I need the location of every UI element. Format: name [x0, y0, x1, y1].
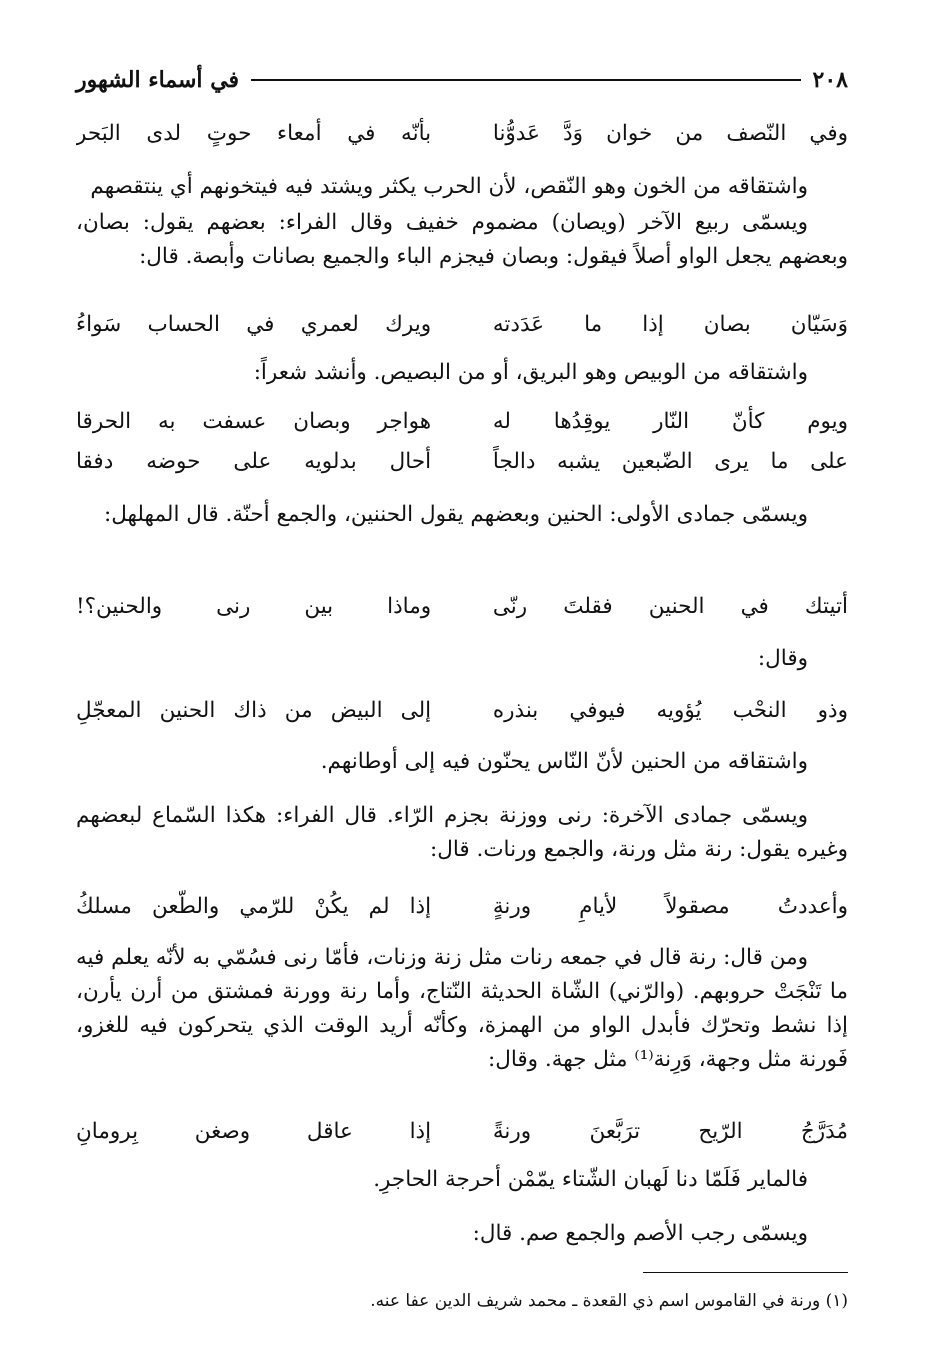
- verse-hemistich-right: وَسَيّان بصان إذا ما عَدَدته: [492, 312, 848, 337]
- page-number: ٢٠٨: [812, 67, 848, 93]
- verse-hemistich-right: على ما يرى الضّبعين يشبه دالجاً: [492, 449, 848, 474]
- paragraph: [76, 642, 848, 676]
- paragraph-text: واشتقاقه من الخون وهو النّقص، لأن الحرب يكثر ويشتد فيه فيتخونهم أي ينتقصهم: [90, 174, 808, 199]
- paragraph: [76, 799, 848, 867]
- verse-hemistich-right: وأعددتُ مصقولاً لأيامِ ورنةٍ: [492, 894, 848, 919]
- paragraph-text: ويسمّى جمادى الأولى: الحنين وبعضهم يقول الحننين، والجمع أحنّة. قال المهلهل:: [104, 502, 808, 527]
- paragraph: [76, 170, 848, 204]
- verse-hemistich-right: وذو النحْب يُؤويه فيوفي بنذره: [492, 698, 848, 723]
- verse-hemistich-left: إلى البيض من ذاك الحنين المعجّلِ: [76, 698, 432, 723]
- verse-line: [76, 694, 848, 728]
- verse-hemistich-left: إذا لم يكُنْ للرّمي والطّعن مسلكُ: [76, 894, 432, 919]
- verse-hemistich-left: أحال بدلويه على حوضه دفقا: [76, 449, 432, 474]
- verse-line: [76, 590, 848, 624]
- verse-hemistich-right: مُدَرَّجُ الرّيح ترَبَّعنَ ورنةً: [492, 1119, 848, 1144]
- verse-line: [76, 117, 848, 151]
- paragraph: [76, 941, 848, 1077]
- verse-line: [76, 445, 848, 479]
- paragraph: [76, 745, 848, 779]
- paragraph-text: وقال:: [757, 646, 808, 671]
- paragraph-text: فالماير فَلَمّا دنا لَهبان الشّتاء يمّمْن أحرجة الحاجرِ.: [373, 1167, 808, 1192]
- verse-hemistich-left: وماذا بين رنى والحنين؟!: [76, 594, 432, 619]
- verse-line: [76, 405, 848, 439]
- header-rule: [251, 79, 800, 81]
- paragraph-text: واشتقاقه من الوبيص وهو البريق، أو من البصيص. وأنشد شعراً:: [253, 360, 808, 385]
- verse-hemistich-left: إذا عاقل وصغن بِرومانِ: [76, 1119, 432, 1144]
- paragraph-text: ويسمّى رجب الأصم والجمع صم. قال:: [472, 1221, 808, 1246]
- paragraph-text: ومن قال: رنة قال في جمعه رنات مثل زنة وزنات، فأمّا رنى فسُمّي به لأنّه يعلم فيه ما تَنْجَتْ حروبهم. (والرّني) الشّاة الحديثة النّتاج، وأما رنة وورنة فمشتق من أرن يأرن، إذا نشط وتحرّك فأبدل الواو من الهمزة، وكأنّه أريد الوقت الذي يتحركون فيه للغزو، فَورنة مثل وجهة، وَرِنة⁽¹⁾ مثل جهة. وقال:: [76, 945, 848, 1072]
- running-header: [76, 62, 848, 98]
- paragraph-text: ويسمّى جمادى الآخرة: رنى ووزنة بجزم الرّاء. قال الفراء: هكذا السّماع لبعضهم وغيره يقول: رنة مثل ورنة، والجمع ورنات. قال:: [76, 803, 848, 862]
- verse-hemistich-left: ويرك لعمري في الحساب سَواءُ: [76, 312, 432, 337]
- paragraph: [76, 1217, 848, 1251]
- verse-hemistich-left: بأنّه في أمعاء حوتٍ لدى البَحر: [76, 121, 432, 146]
- verse-hemistich-left: هواجر وبصان عسفت به الحرقا: [76, 409, 432, 434]
- paragraph: [76, 498, 848, 532]
- verse-hemistich-right: أتيتك في الحنين فقلتَ رنّى: [492, 594, 848, 619]
- verse-line: [76, 308, 848, 342]
- verse-hemistich-right: وفي النّصف من خوان وَدَّ عَدوُّنا: [492, 121, 848, 146]
- paragraph: [76, 356, 848, 390]
- paragraph-text: ويسمّى ربيع الآخر (ويصان) مضموم خفيف وقال الفراء: بعضهم يقول: بصان، وبعضهم يجعل الواو أصلاً فيقول: وبصان فيجزم الباء والجميع بصانات وأبصة. قال:: [76, 210, 848, 269]
- paragraph: [76, 206, 848, 274]
- verse-line: [76, 890, 848, 924]
- verse-hemistich-right: ويوم كأنّ النّار يوقِدُها له: [492, 409, 848, 434]
- verse-line: [76, 1115, 848, 1149]
- footnote-rule: [643, 1272, 848, 1273]
- paragraph-text: واشتقاقه من الحنين لأنّ النّاس يحنّون فيه إلى أوطانهم.: [320, 749, 808, 774]
- paragraph: [76, 1163, 848, 1197]
- running-title: في أسماء الشهور: [76, 67, 240, 93]
- footnote: (١) ورنة في القاموس اسم ذي القعدة ـ محمد شريف الدين عفا عنه.: [370, 1291, 848, 1311]
